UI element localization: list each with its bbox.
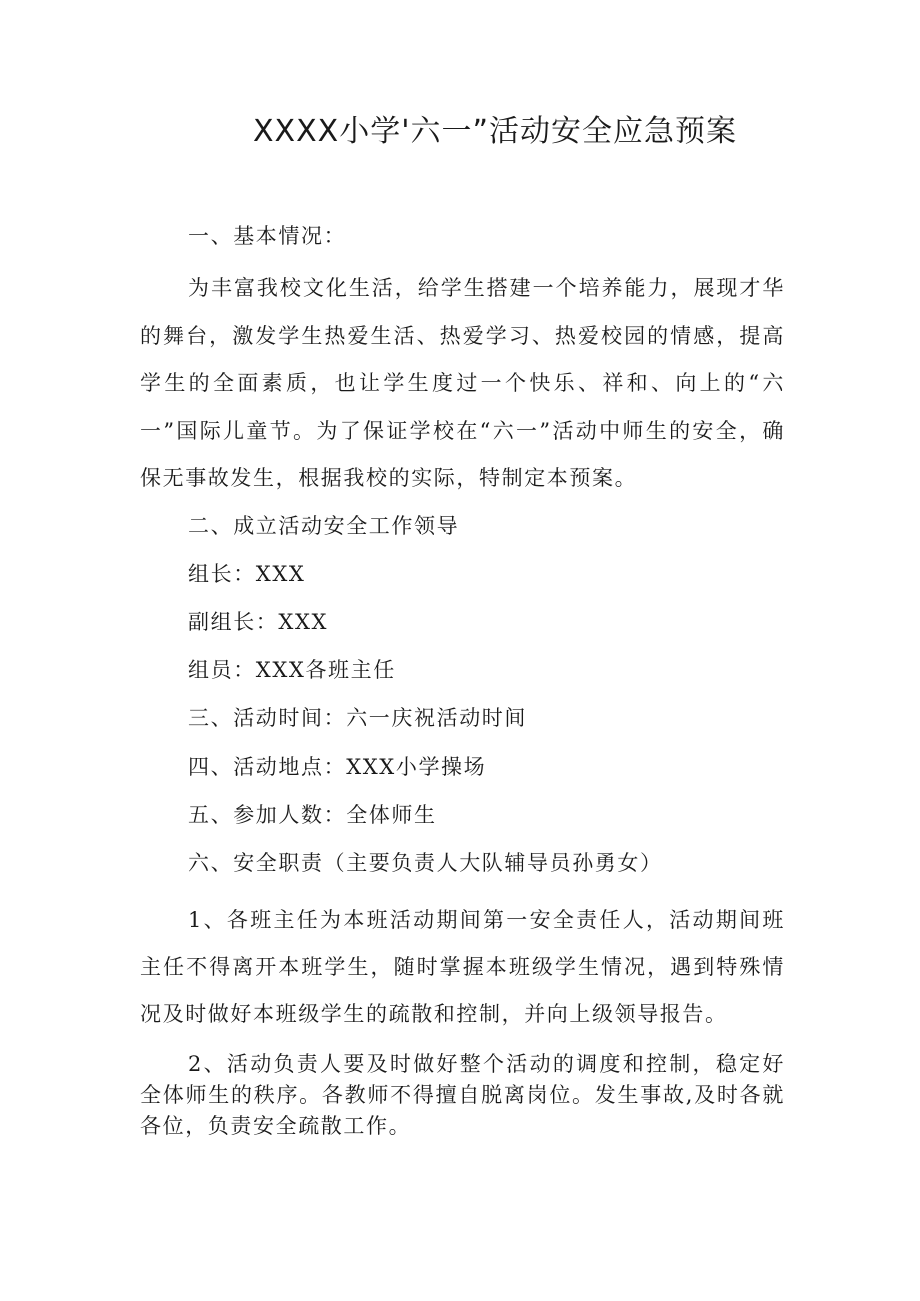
duty-2-paragraph: 2、活动负责人要及时做好整个活动的调度和控制，稳定好全体师生的秩序。各教师不得擅自脱离岗位。发生事故,及时各就各位，负责安全疏散工作。 xyxy=(140,1052,785,1138)
section-6-heading: 六、安全职责（主要负责人大队辅导员孙勇女） xyxy=(188,851,663,875)
document-title: XXXX小学'六一”活动安全应急预案 xyxy=(253,114,737,149)
section-1-body: 为丰富我校文化生活，给学生搭建一个培养能力，展现才华的舞台，激发学生热爱生活、热爱学习、热爱校园的情感，提高学生的全面素质，也让学生度过一个快乐、祥和、向上的“六一”国际儿童节。为了保证学校在“六一”活动中师生的安全，确保无事故发生，根据我校的实际，特制定本预案。 xyxy=(140,276,785,490)
section-5-line: 五、参加人数：全体师生 xyxy=(188,803,437,827)
section-3-line: 三、活动时间：六一庆祝活动时间 xyxy=(188,706,527,730)
section-4-line: 四、活动地点：XXX小学操场 xyxy=(188,755,487,779)
section-1-heading: 一、基本情况： xyxy=(188,224,347,248)
vice-leader-line: 副组长：XXX xyxy=(188,610,329,634)
duty-1-paragraph: 1、各班主任为本班活动期间第一安全责任人，活动期间班主任不得离开本班学生，随时掌握本班级学生情况，遇到特殊情况及时做好本班级学生的疏散和控制，并向上级领导报告。 xyxy=(140,908,785,1026)
members-line: 组员：XXX各班主任 xyxy=(188,658,396,682)
section-2-heading: 二、成立活动安全工作领导 xyxy=(188,514,460,538)
leader-line: 组长：XXX xyxy=(188,562,306,586)
